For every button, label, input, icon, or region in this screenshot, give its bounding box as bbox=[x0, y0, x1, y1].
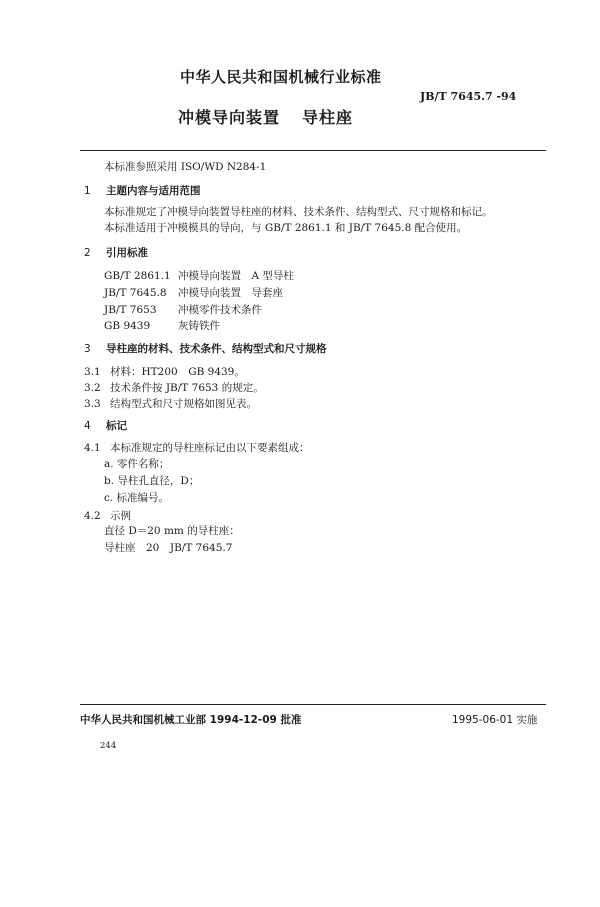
section-1-heading bbox=[84, 183, 201, 198]
sub-item-c: c. 标准编号。 bbox=[104, 492, 170, 504]
section-4-number: 4 bbox=[84, 420, 91, 432]
item-number: 3.2 bbox=[84, 382, 101, 394]
item-number: 4.1 bbox=[84, 442, 101, 454]
document-title-part1: 冲模导向装置 bbox=[178, 108, 281, 127]
page-number: 244 bbox=[100, 741, 117, 751]
header-divider bbox=[80, 150, 546, 151]
reference-name: 灰铸铁件 bbox=[178, 320, 220, 332]
item-text: 材料：HT200 GB 9439。 bbox=[110, 366, 245, 378]
adoption-note: 本标准参照采用 ISO/WD N284-1 bbox=[104, 161, 267, 173]
section-3-heading bbox=[84, 341, 327, 356]
reference-row bbox=[104, 268, 294, 283]
item-number: 3.3 bbox=[84, 398, 101, 410]
approval-note: 中华人民共和国机械工业部 1994-12-09 批准 bbox=[80, 714, 302, 726]
document-title bbox=[178, 105, 353, 128]
section-3-number: 3 bbox=[84, 343, 91, 355]
section-4-heading bbox=[84, 418, 127, 433]
section-3-item bbox=[84, 396, 257, 411]
section-2-title: 引用标准 bbox=[106, 247, 148, 259]
section-4-title: 标记 bbox=[106, 420, 127, 432]
reference-name: 冲模导向装置 导套座 bbox=[178, 287, 283, 299]
section-2-number: 2 bbox=[84, 247, 91, 259]
item-number: 4.2 bbox=[84, 510, 101, 522]
reference-code: JB/T 7645.8 bbox=[104, 287, 167, 299]
section-1-para-1: 本标准规定了冲模导向装置导柱座的材料、技术条件、结构型式、尺寸规格和标记。 bbox=[104, 206, 493, 218]
reference-row bbox=[104, 302, 262, 317]
reference-name: 冲模导向装置 A 型导柱 bbox=[178, 270, 294, 282]
sub-item-a: a. 零件名称； bbox=[104, 458, 170, 470]
org-title: 中华人民共和国机械行业标准 bbox=[180, 68, 382, 86]
section-3-title: 导柱座的材料、技术条件、结构型式和尺寸规格 bbox=[106, 343, 327, 355]
reference-row bbox=[104, 285, 283, 300]
reference-code: GB 9439 bbox=[104, 320, 151, 332]
section-3-item bbox=[84, 380, 264, 395]
section-1-para-2: 本标准适用于冲模模具的导向，与 GB/T 2861.1 和 JB/T 7645.8 配合使用。 bbox=[104, 222, 468, 234]
section-1-number: 1 bbox=[84, 185, 91, 197]
example-marking: 导柱座 20 JB/T 7645.7 bbox=[104, 542, 233, 554]
standard-code: JB/T 7645.7 -94 bbox=[420, 90, 517, 103]
item-text: 本标准规定的导柱座标记由以下要素组成： bbox=[110, 442, 310, 454]
item-number: 3.1 bbox=[84, 366, 101, 378]
section-4-item-2 bbox=[84, 508, 131, 523]
reference-code: JB/T 7653 bbox=[104, 304, 157, 316]
document-title-part2: 导柱座 bbox=[302, 108, 354, 127]
section-3-item bbox=[84, 364, 245, 379]
reference-row bbox=[104, 318, 220, 333]
section-2-heading bbox=[84, 245, 148, 260]
reference-name: 冲模零件技术条件 bbox=[178, 304, 262, 316]
footer-divider bbox=[80, 704, 546, 705]
section-4-item-1 bbox=[84, 440, 310, 455]
implementation-date: 1995-06-01 实施 bbox=[452, 714, 538, 726]
item-text: 示例 bbox=[110, 510, 131, 522]
example-description: 直径 D＝20 mm 的导柱座： bbox=[104, 525, 240, 537]
sub-item-b: b. 导柱孔直径，D； bbox=[104, 475, 200, 487]
section-1-title: 主题内容与适用范围 bbox=[106, 185, 201, 197]
item-text: 结构型式和尺寸规格如图见表。 bbox=[110, 398, 257, 410]
reference-code: GB/T 2861.1 bbox=[104, 270, 171, 282]
item-text: 技术条件按 JB/T 7653 的规定。 bbox=[110, 382, 264, 394]
